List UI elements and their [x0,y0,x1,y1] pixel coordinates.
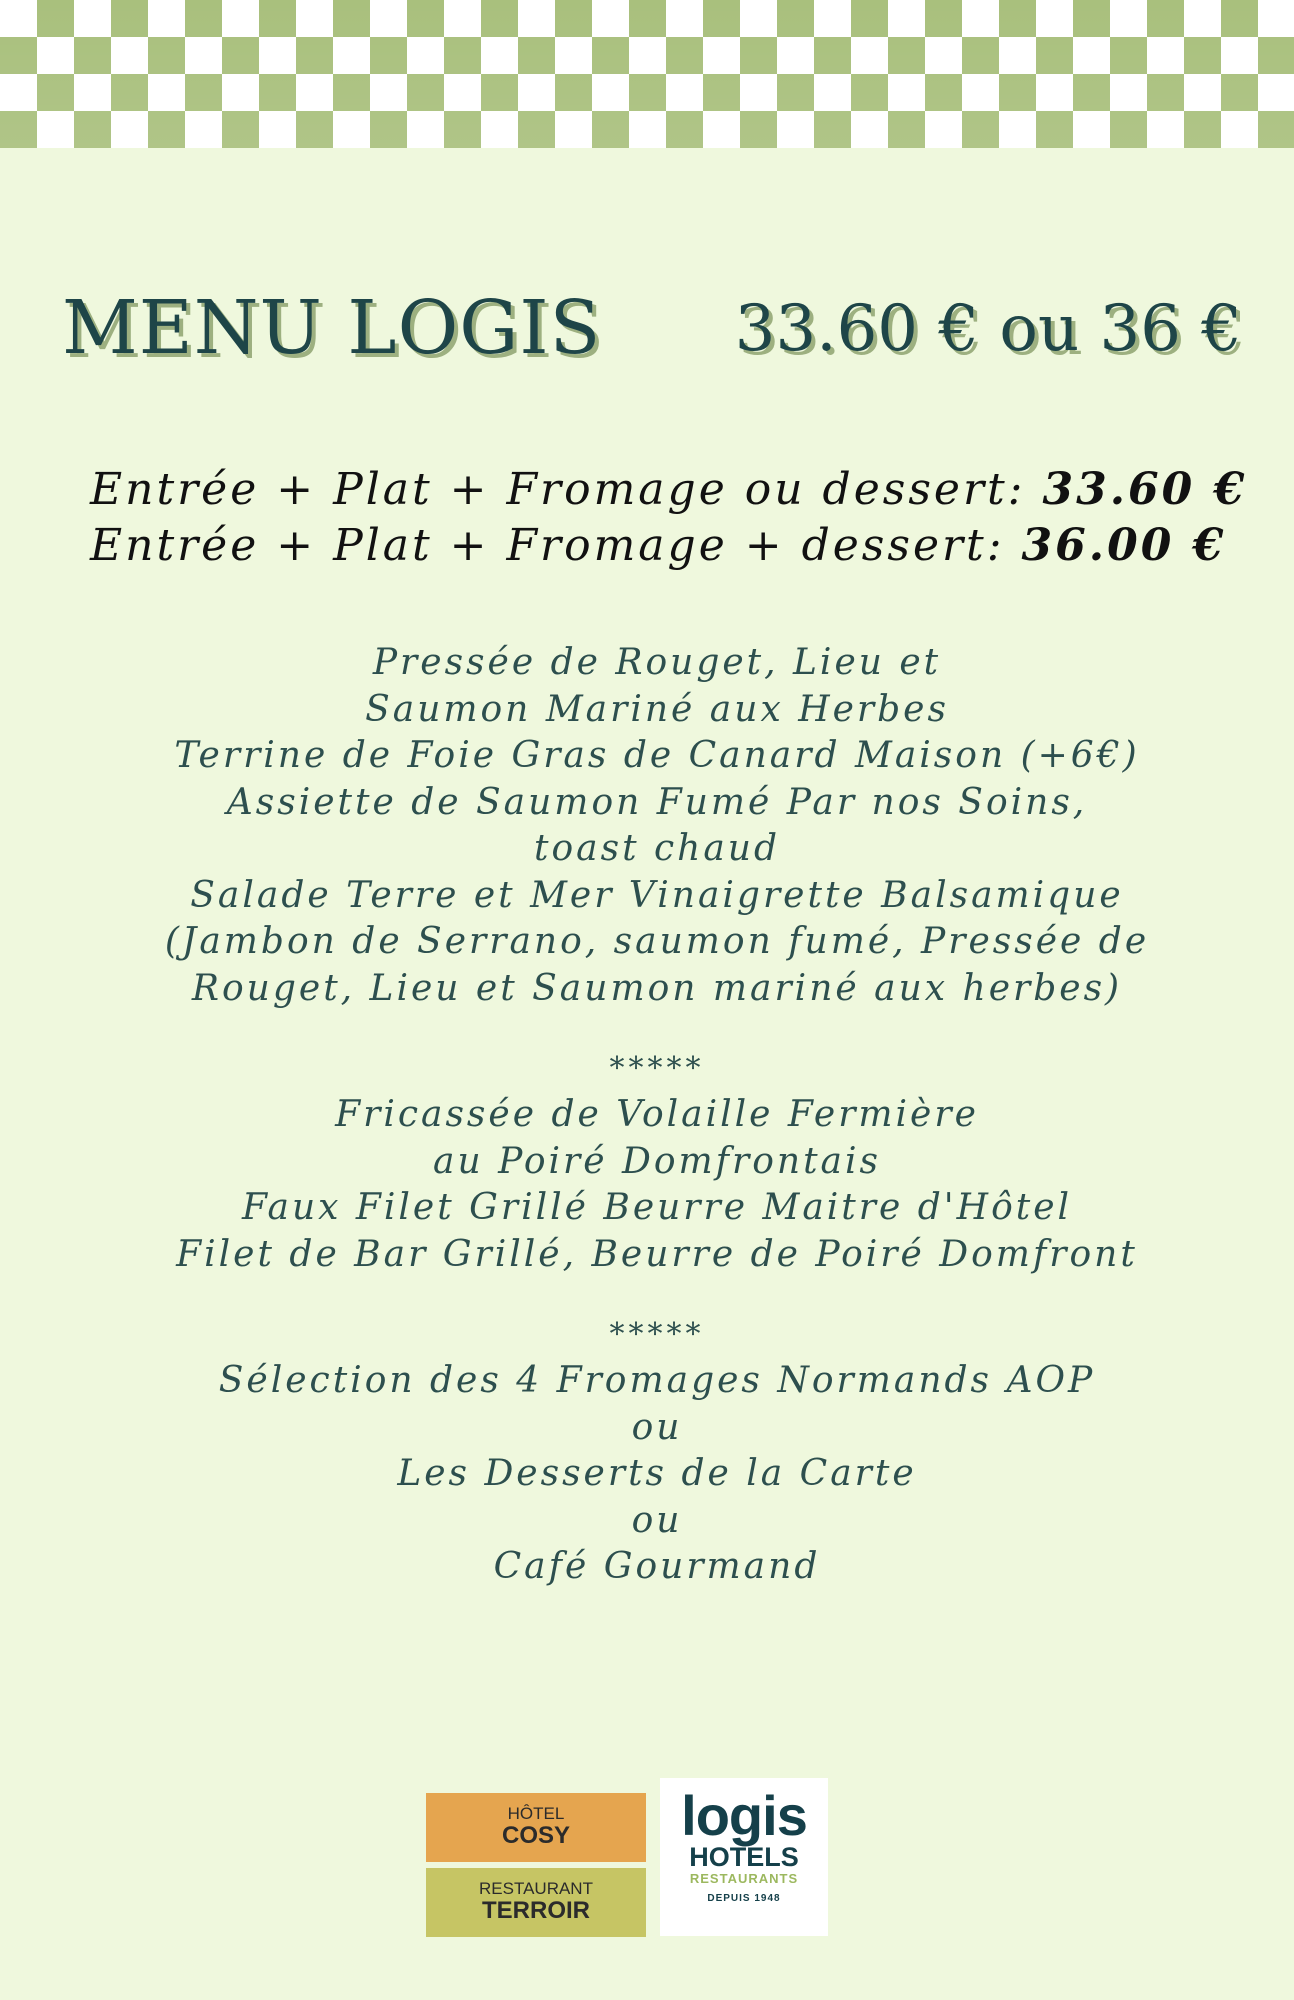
logo-logis-word: logis [681,1784,807,1847]
plat-line: au Poiré Domfrontais [433,1140,881,1182]
hotel-cosy-logo-top [426,1793,646,1862]
menu-body [60,640,1254,1591]
section-gap [60,1278,1254,1312]
course-separator: ***** [609,1317,705,1352]
restaurant-terroir-logo-bottom [426,1868,646,1937]
plat-line: Filet de Bar Grillé, Beurre de Poiré Domfront [176,1233,1138,1275]
section-gap [60,1012,1254,1046]
entree-line: Assiette de Saumon Fumé Par nos Soins, [226,781,1088,823]
entree-line: Rouget, Lieu et Saumon mariné aux herbes) [191,967,1123,1009]
fin-line: Café Gourmand [493,1546,821,1587]
menu-price-title: 33.60 € ou 36 € [734,292,1242,366]
formula-price: 36.00 € [1021,520,1227,571]
entree-line: (Jambon de Serrano, saumon fumé, Pressée de [164,921,1150,962]
formula-list [90,462,1248,574]
fin-line: ou [631,1499,683,1541]
checkered-banner-overlay [0,0,1294,148]
logo-logis-since: DEPUIS 1948 [707,1893,781,1904]
formula-label: Entrée + Plat + Fromage ou dessert: [90,464,1026,515]
entree-line: Salade Terre et Mer Vinaigrette Balsamique [190,874,1124,916]
fin-line: Les Desserts de la Carte [397,1453,917,1494]
entree-line: toast chaud [533,828,781,869]
entree-line: Pressée de Rouget, Lieu et [372,642,942,683]
hotel-cosy-logo [426,1793,646,1937]
plat-line: Fricassée de Volaille Fermière [335,1094,979,1135]
logis-hotels-logo [660,1778,828,1936]
menu-title: MENU LOGIS [62,285,602,371]
formula-line [90,462,1248,518]
fin-line: Sélection des 4 Fromages Normands AOP [218,1360,1096,1401]
logo-logis-restaurants: RESTAURANTS [689,1871,799,1886]
logo-cosy-text: COSY [501,1822,570,1849]
logo-terroir-text: TERROIR [482,1897,590,1924]
entree-line: Saumon Mariné aux Herbes [365,688,949,730]
fin-line: ou [631,1406,683,1448]
course-separator: ***** [609,1051,705,1086]
formula-line [90,518,1227,574]
logo-hotel-text: HÔTEL [507,1804,565,1823]
formula-label: Entrée + Plat + Fromage + dessert: [90,520,1005,571]
logo-logis-hotels: HOTELS [689,1842,799,1872]
logo-restaurant-text: RESTAURANT [479,1879,593,1898]
entree-line: Terrine de Foie Gras de Canard Maison (+6€) [174,735,1140,776]
formula-price: 33.60 € [1042,464,1248,515]
plat-line: Faux Filet Grillé Beurre Maitre d'Hôtel [241,1187,1073,1228]
